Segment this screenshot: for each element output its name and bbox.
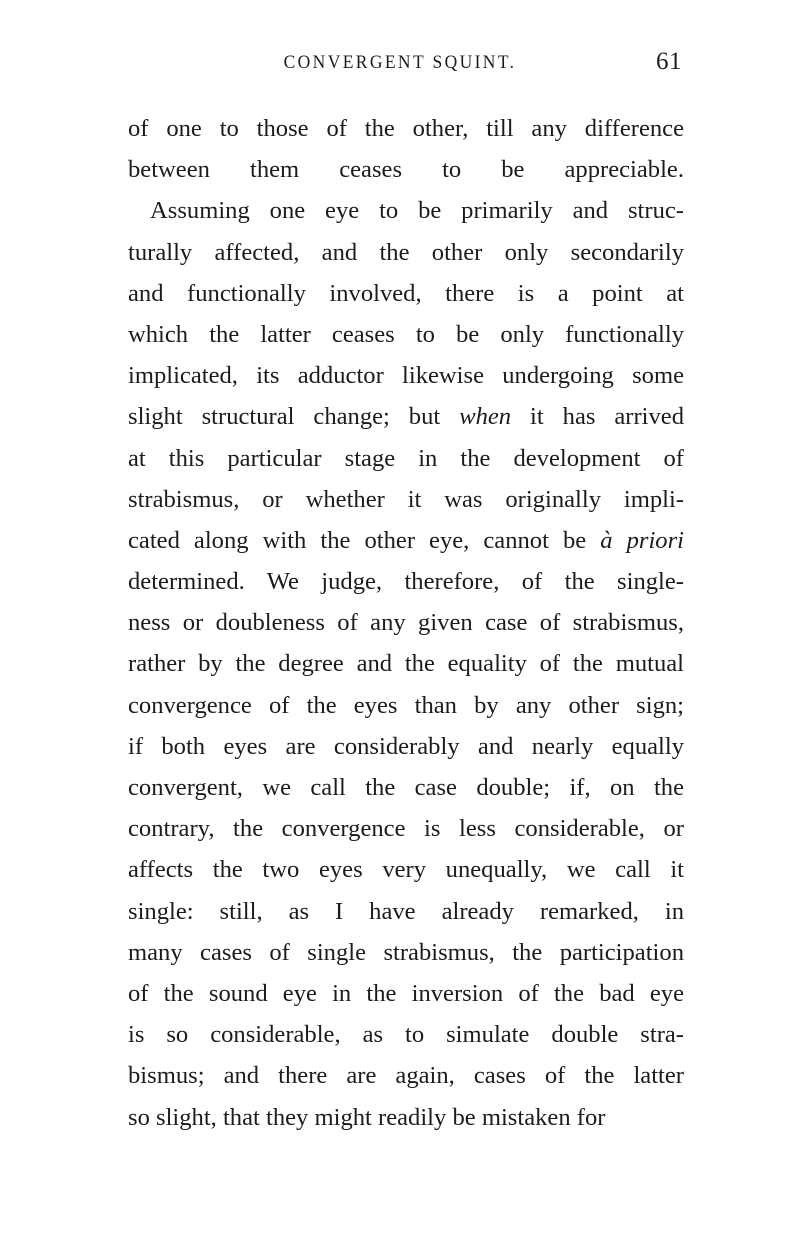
text-run: affects the two eyes very unequally, we call it <box>128 856 684 884</box>
text-line <box>128 108 684 149</box>
text-line <box>128 1097 684 1138</box>
text-run: ness or doubleness of any given case of strabismus, <box>128 609 684 637</box>
text-line <box>128 314 684 355</box>
text-run: is so considerable, as to simulate double stra- <box>128 1021 684 1049</box>
body-text <box>128 108 684 1138</box>
text-run: cated along with the other eye, cannot be <box>128 526 601 554</box>
text-run: Assuming one eye to be primarily and struc- <box>150 197 684 225</box>
text-line <box>128 891 684 932</box>
text-run: it has arrived <box>511 403 684 431</box>
text-run: rather by the degree and the equality of the mutual <box>128 650 684 678</box>
running-title: CONVERGENT SQUINT. <box>283 52 517 73</box>
text-line <box>128 479 684 520</box>
text-line <box>128 602 684 643</box>
text-line <box>128 520 684 561</box>
text-line <box>128 767 684 808</box>
text-run: of one to those of the other, till any difference <box>128 115 684 142</box>
text-line <box>128 190 684 231</box>
text-run: convergence of the eyes than by any other sign; <box>128 691 684 719</box>
text-line <box>128 355 684 396</box>
text-line <box>128 932 684 973</box>
running-head <box>0 48 800 88</box>
text-run: bismus; and there are again, cases of the latter <box>128 1062 684 1090</box>
text-run: turally affected, and the other only secondarily <box>128 238 684 266</box>
text-run: between them ceases to be appreciable. <box>128 156 684 184</box>
text-line <box>128 726 684 767</box>
italic-text: à priori <box>600 526 684 554</box>
text-line <box>128 643 684 684</box>
text-run: single: still, as I have already remarked, in <box>128 897 684 925</box>
text-line <box>128 273 684 314</box>
text-run: at this particular stage in the development of <box>128 444 684 472</box>
text-run: if both eyes are considerably and nearly equally <box>128 732 684 760</box>
text-line <box>128 1055 684 1096</box>
text-line <box>128 232 684 273</box>
text-run: many cases of single strabismus, the participation <box>128 938 684 966</box>
text-line <box>128 808 684 849</box>
text-line <box>128 396 684 437</box>
text-run: so slight, that they might readily be mistaken for <box>128 1103 606 1131</box>
text-line <box>128 149 684 190</box>
text-line <box>128 685 684 726</box>
text-run: implicated, its adductor likewise undergoing some <box>128 362 684 390</box>
text-line <box>128 438 684 479</box>
text-run: which the latter ceases to be only functionally <box>128 320 684 348</box>
text-line <box>128 973 684 1014</box>
text-run: of the sound eye in the inversion of the bad eye <box>128 979 684 1007</box>
text-run: strabismus, or whether it was originally impli- <box>128 485 684 513</box>
text-line <box>128 1014 684 1055</box>
text-run: contrary, the convergence is less considerable, or <box>128 815 684 843</box>
text-run: and functionally involved, there is a point at <box>128 279 684 307</box>
text-run: slight structural change; but <box>128 403 460 431</box>
text-run: convergent, we call the case double; if, on the <box>128 774 684 801</box>
text-run: determined. We judge, therefore, of the single- <box>128 568 684 596</box>
italic-text: when <box>459 403 512 431</box>
text-line <box>128 561 684 602</box>
page-number: 61 <box>656 48 682 75</box>
text-line <box>128 849 684 890</box>
